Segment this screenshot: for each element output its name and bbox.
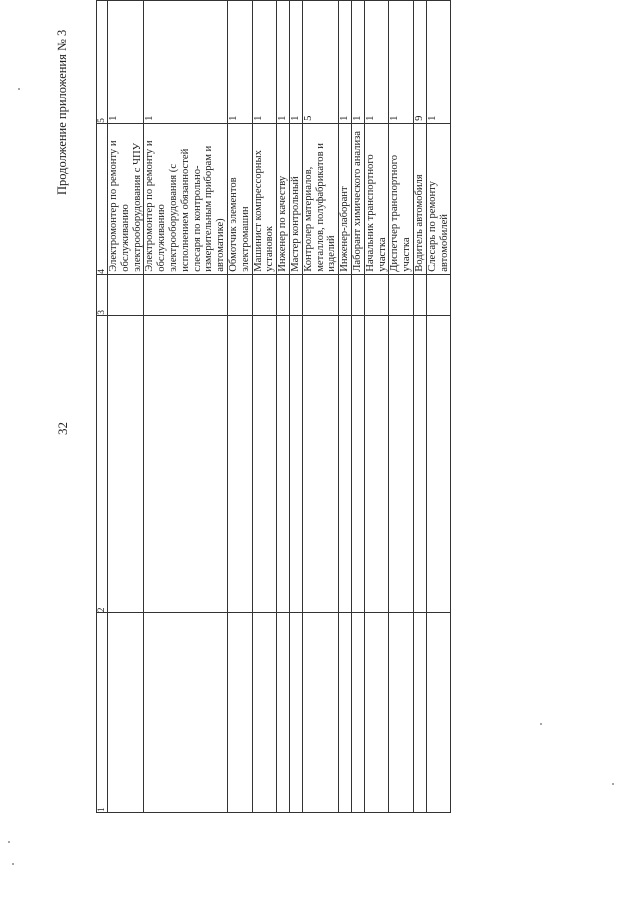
empty-cell <box>339 613 352 813</box>
empty-cell <box>108 274 144 315</box>
count-cell: 1 <box>351 1 364 124</box>
table-row <box>144 1 228 813</box>
table-row <box>426 1 451 813</box>
empty-cell <box>351 274 364 315</box>
count-cell: 1 <box>252 1 277 124</box>
header-cell-2: 2 <box>97 315 108 613</box>
empty-cell <box>364 315 389 613</box>
empty-cell <box>144 613 228 813</box>
empty-cell <box>302 613 338 813</box>
header-cell-5: 5 <box>97 1 108 124</box>
count-cell: 1 <box>227 1 252 124</box>
empty-cell <box>339 315 352 613</box>
scan-speck <box>18 88 20 90</box>
page-number: 32 <box>55 422 70 435</box>
empty-cell <box>227 613 252 813</box>
table-row <box>351 1 364 813</box>
profession-cell: Машинист компрессорных установок <box>252 123 277 274</box>
empty-cell <box>364 274 389 315</box>
profession-cell: Слесарь по ремонту автомобилей <box>426 123 451 274</box>
empty-cell <box>227 274 252 315</box>
profession-cell: Инженер-лаборант <box>339 123 352 274</box>
table-row <box>389 1 414 813</box>
empty-cell <box>108 315 144 613</box>
profession-cell: Лаборант химического анализа <box>351 123 364 274</box>
count-cell: 1 <box>364 1 389 124</box>
empty-cell <box>277 315 290 613</box>
table-row <box>252 1 277 813</box>
table-row <box>413 1 426 813</box>
profession-cell: Начальник транспортного участка <box>364 123 389 274</box>
empty-cell <box>389 613 414 813</box>
header-cell-4: 4 <box>97 123 108 274</box>
profession-cell: Электромонтер по ремонту и обслуживанию электрооборудования с ЧПУ <box>108 123 144 274</box>
count-cell: 1 <box>144 1 228 124</box>
empty-cell <box>364 613 389 813</box>
page-caption: Продолжение приложения № 3 <box>55 29 69 195</box>
empty-cell <box>289 274 302 315</box>
scan-speck <box>540 723 542 725</box>
empty-cell <box>351 315 364 613</box>
profession-cell: Инженер по качеству <box>277 123 290 274</box>
empty-cell <box>252 315 277 613</box>
header-cell-1: 1 <box>97 613 108 813</box>
table-row <box>339 1 352 813</box>
count-cell: 1 <box>426 1 451 124</box>
table-row <box>364 1 389 813</box>
table-header-row <box>97 1 108 813</box>
count-cell: 1 <box>289 1 302 124</box>
profession-cell: Водитель автомобиля <box>413 123 426 274</box>
count-cell: 1 <box>389 1 414 124</box>
header-cell-3: 3 <box>97 274 108 315</box>
empty-cell <box>339 274 352 315</box>
table-row <box>302 1 338 813</box>
profession-cell: Контролер материалов, металлов, полуфабрикатов и изделий <box>302 123 338 274</box>
empty-cell <box>426 315 451 613</box>
staff-table <box>96 0 451 813</box>
empty-cell <box>108 613 144 813</box>
empty-cell <box>413 274 426 315</box>
count-cell: 1 <box>277 1 290 124</box>
empty-cell <box>277 613 290 813</box>
empty-cell <box>252 613 277 813</box>
count-cell: 5 <box>302 1 338 124</box>
empty-cell <box>426 613 451 813</box>
empty-cell <box>144 315 228 613</box>
empty-cell <box>302 274 338 315</box>
empty-cell <box>389 274 414 315</box>
profession-cell: Обмотчик элементов электромашин <box>227 123 252 274</box>
empty-cell <box>426 274 451 315</box>
table-row <box>277 1 290 813</box>
count-cell: 9 <box>413 1 426 124</box>
empty-cell <box>144 274 228 315</box>
empty-cell <box>351 613 364 813</box>
profession-cell: Электромонтер по ремонту и обслуживанию электрооборудования (с исполнением обязанностей слесаря по контрольно-измерительным приборам и автоматике) <box>144 123 228 274</box>
empty-cell <box>413 613 426 813</box>
scan-speck <box>12 863 14 865</box>
table-row <box>289 1 302 813</box>
empty-cell <box>289 613 302 813</box>
count-cell: 1 <box>339 1 352 124</box>
empty-cell <box>413 315 426 613</box>
scan-speck <box>8 841 10 843</box>
empty-cell <box>277 274 290 315</box>
empty-cell <box>389 315 414 613</box>
profession-cell: Мастер контрольный <box>289 123 302 274</box>
empty-cell <box>227 315 252 613</box>
table-row <box>108 1 144 813</box>
empty-cell <box>289 315 302 613</box>
profession-cell: Диспетчер транспортного участка <box>389 123 414 274</box>
scan-speck <box>612 783 614 785</box>
table-row <box>227 1 252 813</box>
empty-cell <box>252 274 277 315</box>
empty-cell <box>302 315 338 613</box>
count-cell: 1 <box>108 1 144 124</box>
